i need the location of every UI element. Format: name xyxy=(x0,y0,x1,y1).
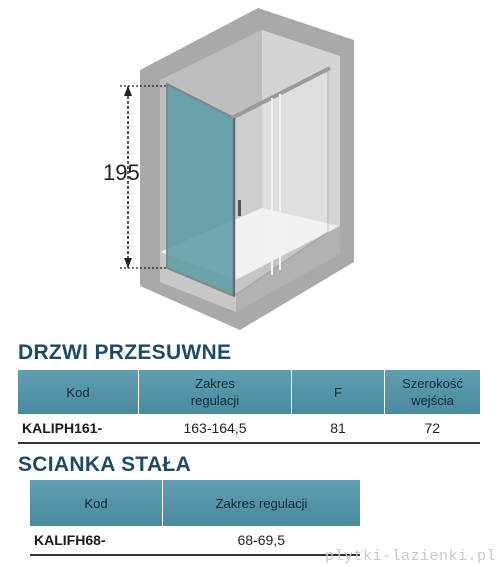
cell-zakres: 68-69,5 xyxy=(163,526,361,555)
cell-zakres: 163-164,5 xyxy=(139,414,292,443)
cell-f: 81 xyxy=(292,414,385,443)
wall-section-title: SCIANKA STAŁA xyxy=(18,453,192,476)
table-row xyxy=(30,526,360,555)
door-spec-table xyxy=(18,370,480,444)
fixed-glass-panel xyxy=(167,84,234,296)
col-header-zakres-text: Zakres regulacji xyxy=(190,376,240,408)
col-header-szerokosc xyxy=(385,370,481,414)
watermark: plytki-lazienki.pl xyxy=(324,548,496,565)
cell-szerokosc: 72 xyxy=(385,414,481,443)
col-header-kod: Kod xyxy=(30,480,163,526)
col-header-zakres xyxy=(139,370,292,414)
table-row xyxy=(18,414,480,443)
dim-arrow-down xyxy=(124,258,132,268)
col-header-f: F xyxy=(292,370,385,414)
dim-arrow-up xyxy=(124,86,132,96)
height-value-label: 195 xyxy=(103,160,140,185)
col-header-szerokosc-text: Szerokość wejścia xyxy=(402,376,463,408)
wall-spec-table xyxy=(30,480,360,556)
cell-kod: KALIPH161- xyxy=(18,414,139,443)
door-section-title: DRZWI PRZESUWNE xyxy=(18,341,232,364)
col-header-kod: Kod xyxy=(18,370,139,414)
col-header-zakres: Zakres regulacji xyxy=(163,480,361,526)
door-handle xyxy=(238,200,241,216)
cell-kod: KALIFH68- xyxy=(30,526,163,555)
